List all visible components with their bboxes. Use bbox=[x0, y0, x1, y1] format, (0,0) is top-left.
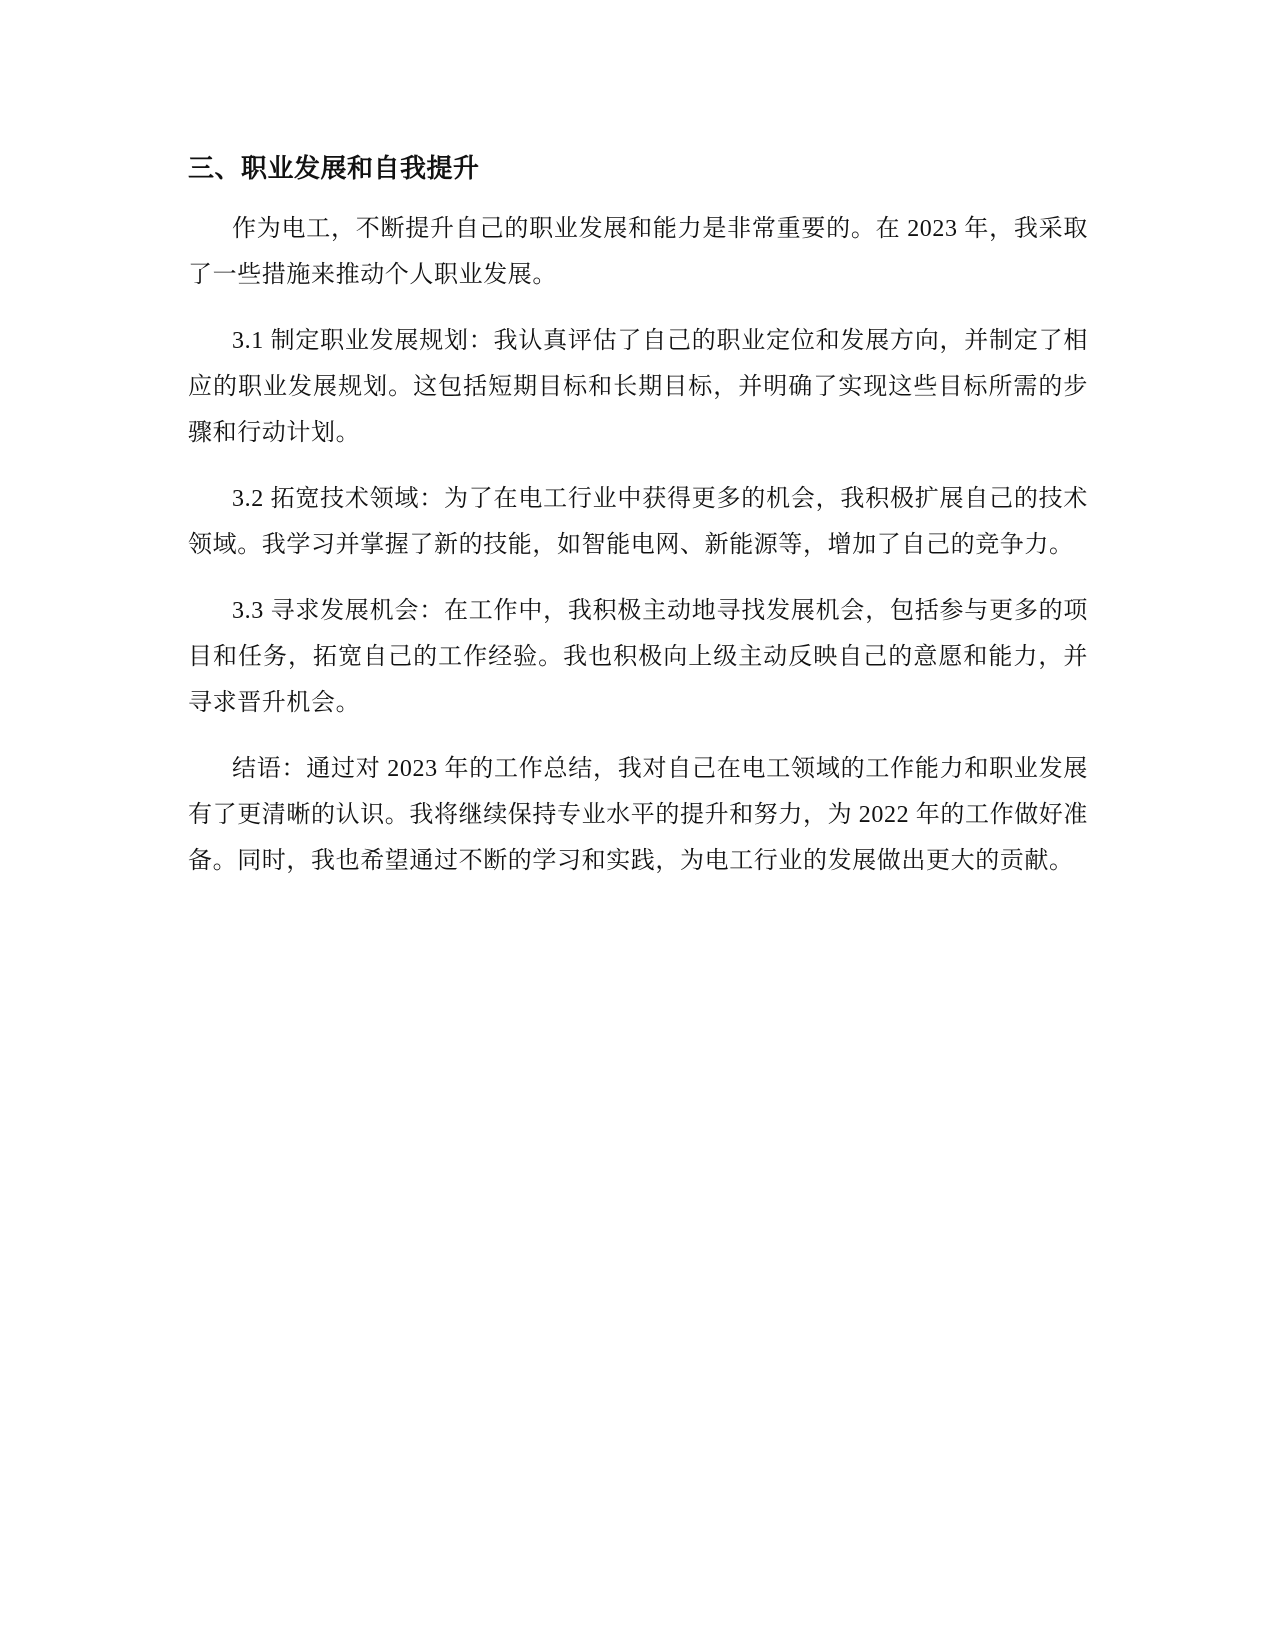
paragraph-3-2-tech-fields: 3.2 拓宽技术领域：为了在电工行业中获得更多的机会，我积极扩展自己的技术领域。我学习并掌握了新的技能，如智能电网、新能源等，增加了自己的竞争力。 bbox=[188, 486, 1088, 558]
intro-paragraph: 作为电工，不断提升自己的职业发展和能力是非常重要的。在 2023 年，我采取了一些措施来推动个人职业发展。 bbox=[188, 216, 1088, 288]
conclusion-paragraph: 结语：通过对 2023 年的工作总结，我对自己在电工领域的工作能力和职业发展有了更清晰的认识。我将继续保持专业水平的提升和努力，为 2022 年的工作做好准备。同时，我也希望通过不断的学习和实践，为电工行业的发展做出更大的贡献。 bbox=[188, 756, 1088, 874]
section-title: 三、职业发展和自我提升 bbox=[188, 153, 480, 183]
paragraph-3-3-opportunities: 3.3 寻求发展机会：在工作中，我积极主动地寻找发展机会，包括参与更多的项目和任务，拓宽自己的工作经验。我也积极向上级主动反映自己的意愿和能力，并寻求晋升机会。 bbox=[188, 598, 1088, 716]
document-body bbox=[188, 148, 1088, 904]
paragraph-3-1-career-plan: 3.1 制定职业发展规划：我认真评估了自己的职业定位和发展方向，并制定了相应的职业发展规划。这包括短期目标和长期目标，并明确了实现这些目标所需的步骤和行动计划。 bbox=[188, 328, 1088, 446]
